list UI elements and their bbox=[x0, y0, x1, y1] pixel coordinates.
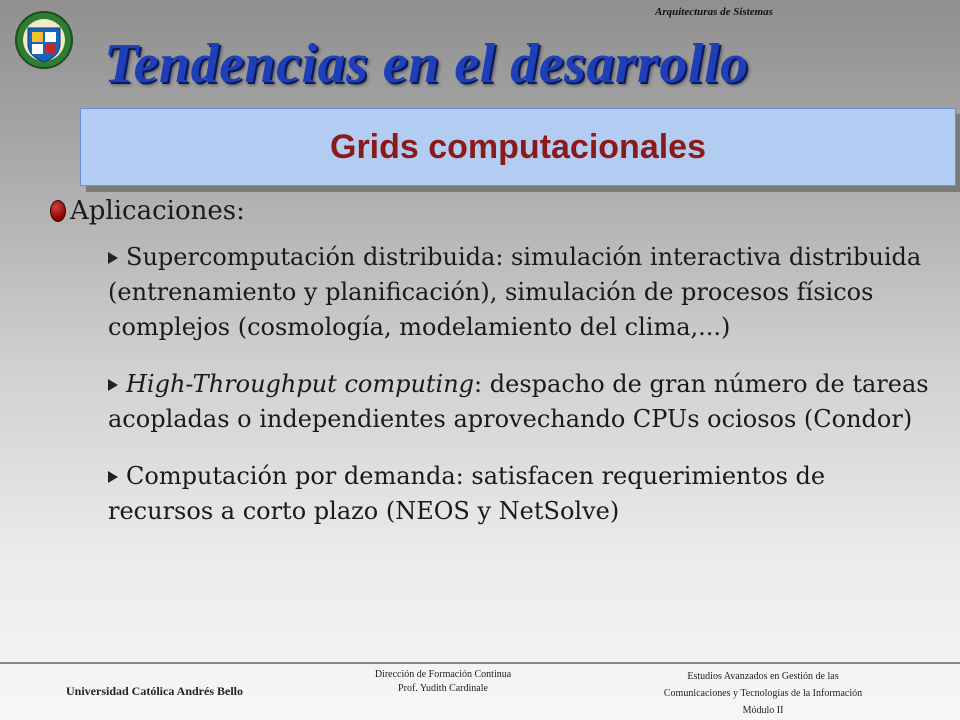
arrow-bullet-icon bbox=[108, 471, 118, 483]
arrow-bullet-icon bbox=[108, 252, 118, 264]
course-name: Arquitecturas de Sistemas bbox=[655, 6, 773, 18]
bullet-oval-icon bbox=[50, 200, 66, 222]
university-logo bbox=[14, 10, 74, 70]
item-text: Computación por demanda: satisfacen requerimientos de recursos a corto plazo (NEOS y NetSolve) bbox=[108, 462, 826, 525]
item-lead: High-Throughput computing bbox=[126, 370, 475, 398]
applications-heading-row bbox=[50, 196, 930, 226]
application-list bbox=[108, 240, 930, 529]
footer-right-line1: Estudios Avanzados en Gestión de las bbox=[687, 671, 839, 682]
item-text: Supercomputación distribuida: simulación interactiva distribuida (entrenamiento y planificación), simulación de procesos físicos complejos (cosmología, modelamiento del clima,...) bbox=[108, 243, 922, 341]
footer-mid-line1: Dirección de Formación Continua bbox=[374, 669, 512, 680]
footer-university: Universidad Católica Andrés Bello bbox=[66, 684, 244, 698]
footer-right-line3: Módulo II bbox=[742, 705, 784, 716]
subtitle: Grids computacionales bbox=[330, 127, 706, 166]
footer-right-line2: Comunicaciones y Tecnologías de la Información bbox=[663, 688, 863, 699]
slide-title: Tendencias en el desarrollo bbox=[104, 33, 749, 95]
content-area bbox=[50, 196, 930, 551]
footer-program bbox=[618, 668, 908, 719]
arrow-bullet-icon bbox=[108, 379, 118, 391]
list-item bbox=[108, 367, 930, 437]
footer-mid-line2: Prof. Yudith Cardinale bbox=[398, 683, 488, 694]
applications-heading: Aplicaciones: bbox=[70, 196, 245, 226]
list-item bbox=[108, 459, 930, 529]
footer-department bbox=[328, 668, 558, 696]
subtitle-box bbox=[80, 108, 956, 186]
list-item bbox=[108, 240, 930, 345]
footer-divider bbox=[0, 662, 960, 664]
item-text: : despacho de gran número de tareas acopladas o independientes aprovechando CPUs ociosos (Condor) bbox=[108, 370, 929, 433]
